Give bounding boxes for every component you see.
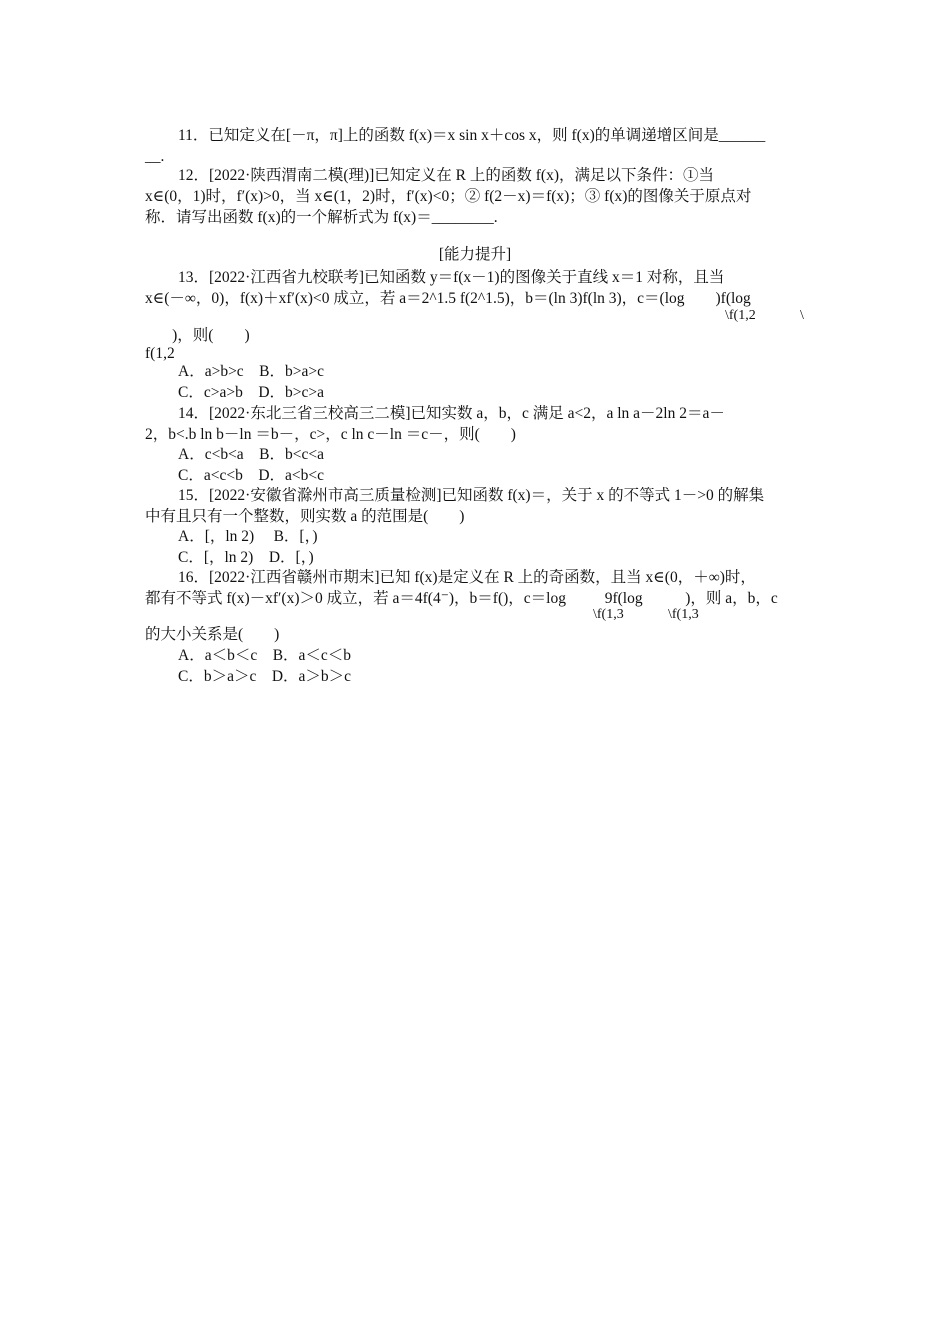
- q12-line-2: x∈(0，1)时，f′(x)>0，当 x∈(1，2)时，f′(x)<0；② f(2－x)＝f(x)；③ f(x)的图像关于原点对: [145, 188, 752, 205]
- q14-line-2: 2，b<.b ln b－ln ＝b－，c>，c ln c－ln ＝c－，则( ): [145, 426, 516, 443]
- q16-line-3: 的大小关系是( ): [145, 626, 280, 643]
- q16-options-ab: A．a＜b＜c B．a＜c＜b: [178, 647, 352, 664]
- q11-line-1: 11．已知定义在[－π，π]上的函数 f(x)＝x sin x＋cos x，则 f(x)的单调递增区间是______: [178, 127, 766, 144]
- q14-line-1: 14．[2022·东北三省三校高三二模]已知实数 a，b，c 满足 a<2，a ln a－2ln 2＝a－: [178, 405, 725, 422]
- q13-fragment-1: \f(1,2: [725, 308, 756, 323]
- q13-line-2: x∈(－∞，0)，f(x)＋xf′(x)<0 成立，若 a＝2^1.5 f(2^1.5)，b＝(ln 3)f(ln 3)，c＝(log )f(log: [145, 290, 751, 307]
- q13-options-ab: A．a>b>c B．b>a>c: [178, 363, 325, 380]
- q16-line-2: 都有不等式 f(x)－xf′(x)＞0 成立，若 a＝4f(4⁻)，b＝f()，c＝log 9f(log )，则 a，b，c: [145, 590, 778, 607]
- q16-fragment-2: \f(1,3: [668, 607, 699, 622]
- q14-options-ab: A．c<b<a B．b<c<a: [178, 446, 325, 463]
- q15-line-1: 15．[2022·安徽省滁州市高三质量检测]已知函数 f(x)＝，关于 x 的不等式 1－>0 的解集: [178, 487, 765, 504]
- q16-line-1: 16．[2022·江西省赣州市期末]已知 f(x)是定义在 R 上的奇函数，且当 x∈(0，＋∞)时，: [178, 569, 756, 586]
- q11-line-2: __.: [145, 148, 165, 165]
- q15-options-cd: C．[，ln 2) D．[，): [178, 549, 314, 566]
- q13-fragment-2: \: [800, 308, 804, 323]
- q12-line-3: 称．请写出函数 f(x)的一个解析式为 f(x)＝________.: [145, 209, 498, 226]
- q15-line-2: 中有且只有一个整数，则实数 a 的范围是( ): [145, 508, 465, 525]
- q14-options-cd: C．a<c<b D．a<b<c: [178, 467, 325, 484]
- q16-fragment-1: \f(1,3: [593, 607, 624, 622]
- q12-line-1: 12．[2022·陕西渭南二模(理)]已知定义在 R 上的函数 f(x)，满足以下条件：①当: [178, 167, 715, 184]
- q13-line-3: )，则( ): [145, 327, 250, 344]
- q13-line-1: 13．[2022·江西省九校联考]已知函数 y＝f(x－1)的图像关于直线 x＝1 对称，且当: [178, 269, 725, 286]
- q15-options-ab: A．[，ln 2) B．[，): [178, 528, 318, 545]
- q16-options-cd: C．b＞a＞c D．a＞b＞c: [178, 668, 352, 685]
- section-heading: [能力提升]: [438, 246, 512, 263]
- q13-options-cd: C．c>a>b D．b>c>a: [178, 384, 325, 401]
- q13-line-4: f(1,2: [145, 345, 175, 362]
